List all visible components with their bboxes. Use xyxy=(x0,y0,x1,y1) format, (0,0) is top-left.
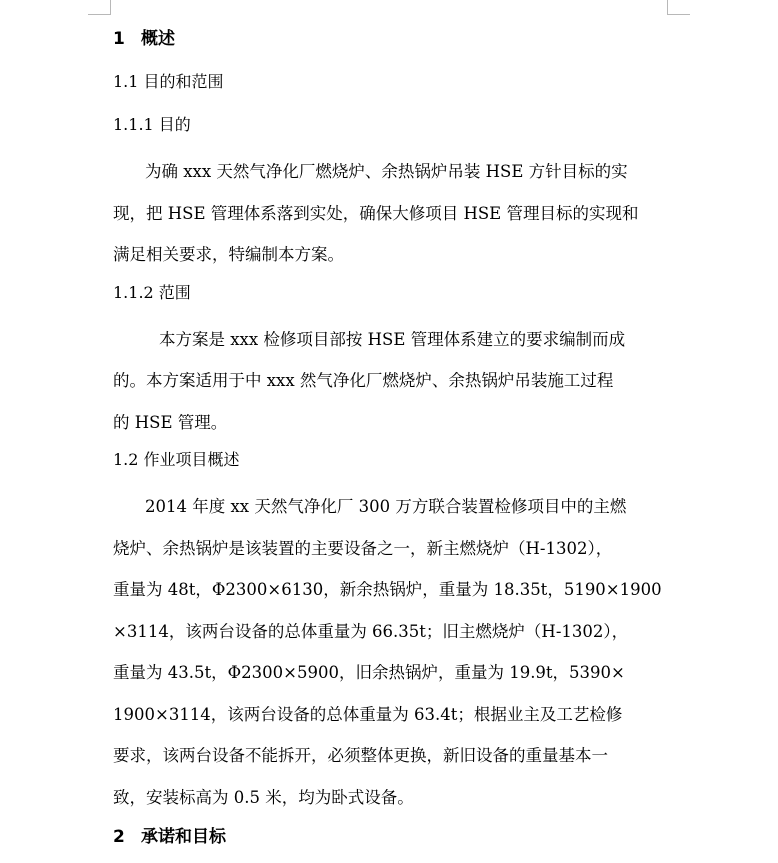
paragraph-line: 为确 xxx 天然气净化厂燃烧炉、余热锅炉吊装 HSE 方针目标的实 xyxy=(145,162,628,181)
paragraph-line: 的。本方案适用于中 xxx 然气净化厂燃烧炉、余热锅炉吊装施工过程 xyxy=(113,371,614,390)
heading-1-1: 1.1 目的和范围 xyxy=(113,72,224,91)
heading-section-2 xyxy=(113,820,669,854)
heading-number: 1 xyxy=(113,29,125,49)
paragraph-line: 重量为 48t，Φ2300×6130，新余热锅炉，重量为 18.35t，5190×1900 xyxy=(113,580,662,599)
paragraph-line: 致，安装标高为 0.5 米，均为卧式设备。 xyxy=(113,787,414,807)
paragraph-line: 现，把 HSE 管理体系落到实处，确保大修项目 HSE 管理目标的实现和 xyxy=(113,203,639,223)
paragraph-line: 1900×3114，该两台设备的总体重量为 63.4t；根据业主及工艺检修 xyxy=(113,704,623,724)
heading-title: 承诺和目标 xyxy=(141,827,226,847)
paragraph-line: ×3114，该两台设备的总体重量为 66.35t；旧主燃烧炉（H-1302）， xyxy=(113,621,629,641)
heading-title: 概述 xyxy=(141,29,175,49)
heading-section-1 xyxy=(113,22,669,56)
heading-1-1-1: 1.1.1 目的 xyxy=(113,115,191,134)
heading-1-1-2: 1.1.2 范围 xyxy=(113,282,191,302)
heading-number: 2 xyxy=(113,827,125,847)
page-corner-mark-right xyxy=(667,0,690,15)
heading-1-2: 1.2 作业项目概述 xyxy=(113,450,240,469)
paragraph-line: 的 HSE 管理。 xyxy=(113,412,228,432)
paragraph-line: 满足相关要求，特编制本方案。 xyxy=(113,245,344,264)
document-body xyxy=(113,22,669,863)
paragraph-purpose xyxy=(113,151,669,276)
paragraph-line: 2014 年度 xx 天然气净化厂 300 万方联合装置检修项目中的主燃 xyxy=(145,497,627,516)
paragraph-scope xyxy=(113,319,669,444)
paragraph-project-overview xyxy=(113,486,669,818)
page-corner-mark-left xyxy=(88,0,111,15)
paragraph-line: 要求，该两台设备不能拆开，必须整体更换，新旧设备的重量基本一 xyxy=(113,746,608,765)
paragraph-line: 重量为 43.5t，Φ2300×5900，旧余热锅炉，重量为 19.9t，5390× xyxy=(113,663,625,682)
paragraph-line: 本方案是 xxx 检修项目部按 HSE 管理体系建立的要求编制而成 xyxy=(159,329,626,349)
paragraph-line: 烧炉、余热锅炉是该装置的主要设备之一，新主燃烧炉（H-1302）， xyxy=(113,538,613,558)
